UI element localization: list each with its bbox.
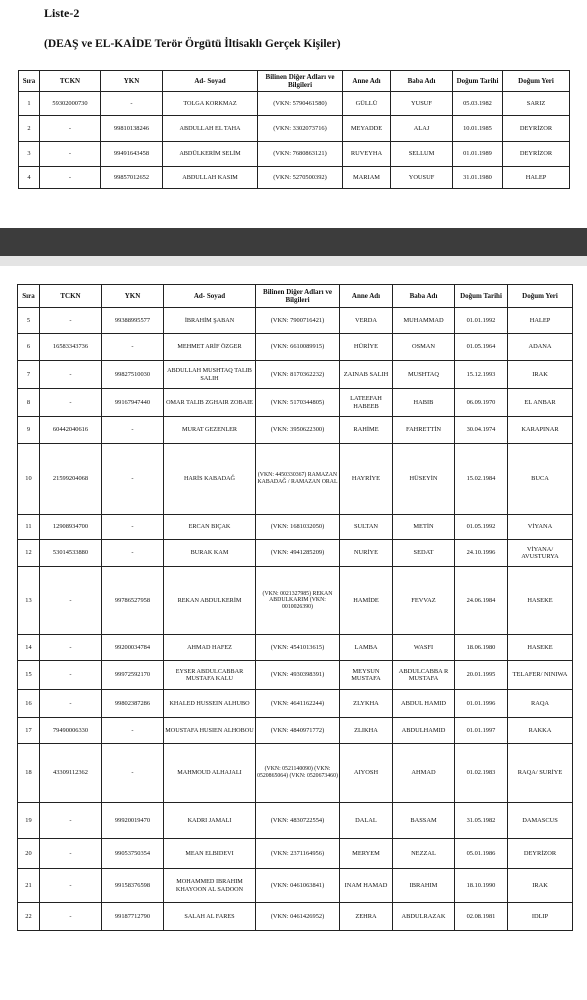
cell-ykn: - [101, 92, 163, 116]
cell-diger-adlari: (VKN: 6610089915) [256, 334, 340, 361]
cell-sira: 4 [19, 167, 40, 189]
cell-diger-adlari: (VKN: 7900716421) [256, 308, 340, 334]
cell-diger-adlari: (VKN: 5270500392) [258, 167, 343, 189]
table-row [18, 661, 573, 690]
cell-baba-adi: OSMAN [393, 334, 455, 361]
cell-sira: 17 [18, 718, 40, 744]
cell-baba-adi: MUHAMMAD [393, 308, 455, 334]
cell-ykn: - [102, 744, 164, 803]
cell-diger-adlari: (VKN: 4450330367) RAMAZAN KABADAĞ / RAMAZAN ORAL [256, 444, 340, 515]
cell-dogum-yeri: HASEKE [508, 567, 573, 635]
cell-baba-adi: SELLUM [391, 142, 453, 167]
table-header [19, 71, 570, 92]
cell-dogum-yeri: IRAK [508, 869, 573, 903]
cell-dogum-tarihi: 18.10.1990 [455, 869, 508, 903]
cell-tckn: - [40, 803, 102, 839]
cell-dogum-yeri: IDLIP [508, 903, 573, 931]
cell-baba-adi: ABDULHAMID [393, 718, 455, 744]
table-row [19, 116, 570, 142]
cell-anne-adi: MEYADDE [343, 116, 391, 142]
cell-sira: 22 [18, 903, 40, 931]
cell-baba-adi: YOUSUF [391, 167, 453, 189]
cell-anne-adi: HAYRİYE [340, 444, 393, 515]
cell-baba-adi: HABIB [393, 389, 455, 417]
cell-dogum-tarihi: 01.05.1964 [455, 334, 508, 361]
table-row [19, 167, 570, 189]
cell-ad-soyad: MURAT GEZENLER [164, 417, 256, 444]
cell-diger-adlari: (VKN: 4830722554) [256, 803, 340, 839]
table-row [18, 690, 573, 718]
cell-anne-adi: HÜRİYE [340, 334, 393, 361]
cell-tckn: 16583343736 [40, 334, 102, 361]
cell-ad-soyad: KHALED HUSSEIN ALHUBO [164, 690, 256, 718]
cell-dogum-tarihi: 10.01.1985 [453, 116, 503, 142]
cell-tckn: 60442040616 [40, 417, 102, 444]
cell-dogum-yeri: ADANA [508, 334, 573, 361]
cell-ykn: 99388995577 [102, 308, 164, 334]
cell-dogum-tarihi: 02.08.1981 [455, 903, 508, 931]
table-row [18, 635, 573, 661]
cell-baba-adi: BASSAM [393, 803, 455, 839]
cell-dogum-yeri: RAQA/ SURİYE [508, 744, 573, 803]
cell-dogum-tarihi: 20.01.1995 [455, 661, 508, 690]
cell-sira: 16 [18, 690, 40, 718]
cell-dogum-tarihi: 15.02.1984 [455, 444, 508, 515]
cell-ad-soyad: TOLGA KORKMAZ [163, 92, 258, 116]
cell-ad-soyad: ABDULLAH EL TAHA [163, 116, 258, 142]
cell-anne-adi: DALAL [340, 803, 393, 839]
cell-ad-soyad: HARİS KABADAĞ [164, 444, 256, 515]
cell-ad-soyad: AHMAD HAFEZ [164, 635, 256, 661]
cell-tckn: - [40, 635, 102, 661]
cell-anne-adi: LAMBA [340, 635, 393, 661]
cell-ykn: 99786527958 [102, 567, 164, 635]
cell-ykn: - [102, 417, 164, 444]
cell-tckn: 21599204068 [40, 444, 102, 515]
cell-sira: 10 [18, 444, 40, 515]
cell-sira: 21 [18, 869, 40, 903]
col-header-tckn: TCKN [40, 71, 101, 92]
table-row [18, 839, 573, 869]
cell-dogum-tarihi: 15.12.1993 [455, 361, 508, 389]
cell-baba-adi: ALAJ [391, 116, 453, 142]
cell-ykn: 99167947440 [102, 389, 164, 417]
cell-dogum-yeri: RAQA [508, 690, 573, 718]
cell-baba-adi: FAHRETTİN [393, 417, 455, 444]
cell-tckn: 12908934700 [40, 515, 102, 540]
cell-ad-soyad: MAHMOUD ALHAJALI [164, 744, 256, 803]
cell-diger-adlari: (VKN: 3950622300) [256, 417, 340, 444]
table-row [18, 334, 573, 361]
cell-ad-soyad: MEHMET ARİF ÖZGER [164, 334, 256, 361]
cell-tckn: - [40, 903, 102, 931]
table-row [18, 417, 573, 444]
cell-anne-adi: MEYSUN MUSTAFA [340, 661, 393, 690]
cell-baba-adi: FEVVAZ [393, 567, 455, 635]
cell-sira: 3 [19, 142, 40, 167]
cell-ykn: 99827510030 [102, 361, 164, 389]
cell-diger-adlari: (VKN: 2371164956) [256, 839, 340, 869]
col-header-dogum-tarihi: Doğum Tarihi [455, 285, 508, 308]
cell-ad-soyad: ABDÜLKERİM SELİM [163, 142, 258, 167]
list-title: Liste-2 [44, 6, 80, 20]
cell-dogum-tarihi: 30.04.1974 [455, 417, 508, 444]
cell-dogum-tarihi: 05.01.1986 [455, 839, 508, 869]
cell-baba-adi: MUSHTAQ [393, 361, 455, 389]
cell-sira: 14 [18, 635, 40, 661]
cell-anne-adi: GÜLLÜ [343, 92, 391, 116]
cell-sira: 2 [19, 116, 40, 142]
table-row [18, 567, 573, 635]
cell-diger-adlari: (VKN: 8170362232) [256, 361, 340, 389]
cell-tckn: - [40, 567, 102, 635]
header-row [18, 285, 573, 308]
cell-dogum-tarihi: 31.05.1982 [455, 803, 508, 839]
cell-ad-soyad: BURAK KAM [164, 540, 256, 567]
cell-tckn: - [40, 308, 102, 334]
cell-baba-adi: SEDAT [393, 540, 455, 567]
cell-dogum-tarihi: 24.10.1996 [455, 540, 508, 567]
cell-dogum-yeri: DAMASCUS [508, 803, 573, 839]
cell-ykn: 99053750354 [102, 839, 164, 869]
cell-ad-soyad: OMAR TALIB ZGHAIR ZOBAIE [164, 389, 256, 417]
cell-tckn: - [40, 869, 102, 903]
cell-sira: 13 [18, 567, 40, 635]
cell-ad-soyad: KADRI JAMALI [164, 803, 256, 839]
table-row [19, 142, 570, 167]
col-header-anne-adi: Anne Adı [340, 285, 393, 308]
cell-ad-soyad: ABDULLAH MUSHTAQ TALIB SALIH [164, 361, 256, 389]
cell-tckn: - [40, 389, 102, 417]
cell-ad-soyad: MEAN ELBIDEVI [164, 839, 256, 869]
page-gap [0, 256, 587, 266]
cell-dogum-yeri: EL ANBAR [508, 389, 573, 417]
table-row [19, 92, 570, 116]
cell-anne-adi: VERDA [340, 308, 393, 334]
cell-diger-adlari: (VKN: 3302073716) [258, 116, 343, 142]
cell-ad-soyad: EYSER ABDULCABBAR MUSTAFA KALU [164, 661, 256, 690]
cell-diger-adlari: (VKN: 5170344805) [256, 389, 340, 417]
cell-anne-adi: RAHİME [340, 417, 393, 444]
cell-anne-adi: NURİYE [340, 540, 393, 567]
cell-baba-adi: ABDULRAZAK [393, 903, 455, 931]
cell-baba-adi: ABDULCABBA R MUSTAFA [393, 661, 455, 690]
cell-tckn: 53014533880 [40, 540, 102, 567]
cell-diger-adlari: (VKN: 0461063841) [256, 869, 340, 903]
table-row [18, 444, 573, 515]
cell-ykn: - [102, 540, 164, 567]
cell-dogum-tarihi: 01.01.1992 [455, 308, 508, 334]
cell-sira: 20 [18, 839, 40, 869]
cell-ad-soyad: SALAH AL FARES [164, 903, 256, 931]
table-row [18, 389, 573, 417]
table-row [18, 869, 573, 903]
sanctions-table-bottom [17, 284, 573, 931]
col-header-baba-adi: Baba Adı [393, 285, 455, 308]
cell-diger-adlari: (VKN: 5790461580) [258, 92, 343, 116]
document-subtitle: (DEAŞ ve EL-KAİDE Terör Örgütü İltisaklı Gerçek Kişiler) [44, 38, 341, 50]
cell-dogum-tarihi: 05.03.1982 [453, 92, 503, 116]
cell-ykn: 99802387286 [102, 690, 164, 718]
cell-sira: 7 [18, 361, 40, 389]
cell-dogum-tarihi: 01.02.1983 [455, 744, 508, 803]
cell-dogum-tarihi: 01.01.1996 [455, 690, 508, 718]
table-row [18, 361, 573, 389]
table-row [18, 515, 573, 540]
cell-dogum-yeri: VİYANA/ AVUSTURYA [508, 540, 573, 567]
cell-anne-adi: ZLIKHA [340, 718, 393, 744]
cell-ykn: - [102, 718, 164, 744]
cell-ykn: 99491643458 [101, 142, 163, 167]
table-row [18, 540, 573, 567]
cell-sira: 11 [18, 515, 40, 540]
cell-dogum-tarihi: 06.09.1970 [455, 389, 508, 417]
cell-sira: 18 [18, 744, 40, 803]
cell-diger-adlari: (VKN: 1681032050) [256, 515, 340, 540]
cell-ad-soyad: MOUSTAFA HUSIEN ALHOBOU [164, 718, 256, 744]
cell-diger-adlari: (VKN: 0021327985) REKAN ABDULKARIM (VKN: 0010026390) [256, 567, 340, 635]
cell-dogum-yeri: DEYRİZOR [503, 116, 570, 142]
cell-ykn: 99187712790 [102, 903, 164, 931]
cell-anne-adi: RUVEYHA [343, 142, 391, 167]
col-header-tckn: TCKN [40, 285, 102, 308]
cell-anne-adi: SULTAN [340, 515, 393, 540]
table-row [18, 718, 573, 744]
col-header-dogum-tarihi: Doğum Tarihi [453, 71, 503, 92]
cell-tckn: 79490006330 [40, 718, 102, 744]
cell-anne-adi: MARIAM [343, 167, 391, 189]
cell-ad-soyad: MOHAMMED IBRAHIM KHAYOON AL SADOON [164, 869, 256, 903]
cell-ykn: - [102, 334, 164, 361]
cell-dogum-yeri: SARIZ [503, 92, 570, 116]
table-row [18, 308, 573, 334]
cell-dogum-yeri: KARAPINAR [508, 417, 573, 444]
col-header-sira: Sıra [19, 71, 40, 92]
cell-tckn: - [40, 167, 101, 189]
cell-dogum-tarihi: 01.01.1997 [455, 718, 508, 744]
cell-anne-adi: ZEHRA [340, 903, 393, 931]
cell-sira: 19 [18, 803, 40, 839]
cell-diger-adlari: (VKN: 4941285209) [256, 540, 340, 567]
cell-dogum-tarihi: 24.06.1984 [455, 567, 508, 635]
cell-dogum-tarihi: 01.05.1992 [455, 515, 508, 540]
cell-dogum-yeri: DEYRİZOR [508, 839, 573, 869]
cell-sira: 8 [18, 389, 40, 417]
cell-dogum-yeri: IRAK [508, 361, 573, 389]
cell-dogum-yeri: HALEP [508, 308, 573, 334]
cell-diger-adlari: (VKN: 4541013615) [256, 635, 340, 661]
cell-baba-adi: METİN [393, 515, 455, 540]
cell-sira: 15 [18, 661, 40, 690]
cell-ad-soyad: İBRAHİM ŞABAN [164, 308, 256, 334]
cell-dogum-yeri: VİYANA [508, 515, 573, 540]
cell-diger-adlari: (VKN: 7680863121) [258, 142, 343, 167]
cell-tckn: - [40, 116, 101, 142]
page-separator [0, 228, 587, 256]
table-row [18, 903, 573, 931]
cell-anne-adi: LATEEFAH HABEEB [340, 389, 393, 417]
cell-anne-adi: AIYOSH [340, 744, 393, 803]
col-header-anne-adi: Anne Adı [343, 71, 391, 92]
cell-dogum-tarihi: 18.06.1980 [455, 635, 508, 661]
cell-dogum-yeri: TELAFER/ NINIWA [508, 661, 573, 690]
col-header-ykn: YKN [102, 285, 164, 308]
cell-baba-adi: IBRAHIM [393, 869, 455, 903]
cell-tckn: - [40, 690, 102, 718]
cell-dogum-tarihi: 01.01.1989 [453, 142, 503, 167]
cell-baba-adi: NEZZAL [393, 839, 455, 869]
col-header-dogum-yeri: Doğum Yeri [508, 285, 573, 308]
cell-anne-adi: HAMİDE [340, 567, 393, 635]
cell-ykn: 99972592170 [102, 661, 164, 690]
cell-ykn: 99810138246 [101, 116, 163, 142]
col-header-dogum-yeri: Doğum Yeri [503, 71, 570, 92]
cell-dogum-yeri: HASEKE [508, 635, 573, 661]
sanctions-table-top [18, 70, 570, 189]
cell-dogum-yeri: RAKKA [508, 718, 573, 744]
cell-ad-soyad: ERCAN BIÇAK [164, 515, 256, 540]
cell-tckn: 43309112362 [40, 744, 102, 803]
cell-ykn: - [102, 444, 164, 515]
header-row [19, 71, 570, 92]
cell-baba-adi: ABDUL HAMID [393, 690, 455, 718]
col-header-ad-soyad: Ad- Soyad [164, 285, 256, 308]
cell-dogum-yeri: BUCA [508, 444, 573, 515]
cell-anne-adi: INAM HAMAD [340, 869, 393, 903]
cell-sira: 5 [18, 308, 40, 334]
cell-sira: 1 [19, 92, 40, 116]
cell-anne-adi: ZLYKHA [340, 690, 393, 718]
cell-tckn: - [40, 839, 102, 869]
cell-tckn: 59302000730 [40, 92, 101, 116]
table-row [18, 744, 573, 803]
cell-baba-adi: WASFI [393, 635, 455, 661]
cell-ykn: 99857012652 [101, 167, 163, 189]
cell-tckn: - [40, 661, 102, 690]
cell-diger-adlari: (VKN: 4641162244) [256, 690, 340, 718]
cell-tckn: - [40, 142, 101, 167]
cell-sira: 6 [18, 334, 40, 361]
table-row [18, 803, 573, 839]
cell-tckn: - [40, 361, 102, 389]
cell-ad-soyad: REKAN ABDULKERİM [164, 567, 256, 635]
col-header-sira: Sıra [18, 285, 40, 308]
col-header-ad-soyad: Ad- Soyad [163, 71, 258, 92]
table-body [19, 92, 570, 189]
cell-sira: 9 [18, 417, 40, 444]
cell-dogum-tarihi: 31.01.1980 [453, 167, 503, 189]
col-header-diger-adlari: Bilinen Diğer Adları ve Bilgileri [256, 285, 340, 308]
cell-baba-adi: YUSUF [391, 92, 453, 116]
table-body [18, 308, 573, 931]
cell-ykn: 99158376598 [102, 869, 164, 903]
table-header [18, 285, 573, 308]
cell-diger-adlari: (VKN: 0521140090) (VKN: 0520865064) (VKN: 0520673460) [256, 744, 340, 803]
cell-baba-adi: AHMAD [393, 744, 455, 803]
cell-ykn: 99920019470 [102, 803, 164, 839]
cell-diger-adlari: (VKN: 0461426952) [256, 903, 340, 931]
cell-diger-adlari: (VKN: 4930398391) [256, 661, 340, 690]
cell-anne-adi: ZAINAB SALIH [340, 361, 393, 389]
cell-dogum-yeri: DEYRİZOR [503, 142, 570, 167]
cell-diger-adlari: (VKN: 4840971772) [256, 718, 340, 744]
col-header-ykn: YKN [101, 71, 163, 92]
cell-ad-soyad: ABDULLAH KASIM [163, 167, 258, 189]
cell-baba-adi: HÜSEYİN [393, 444, 455, 515]
col-header-diger-adlari: Bilinen Diğer Adları ve Bilgileri [258, 71, 343, 92]
cell-anne-adi: MERYEM [340, 839, 393, 869]
cell-sira: 12 [18, 540, 40, 567]
cell-ykn: - [102, 515, 164, 540]
cell-ykn: 99200034784 [102, 635, 164, 661]
cell-dogum-yeri: HALEP [503, 167, 570, 189]
col-header-baba-adi: Baba Adı [391, 71, 453, 92]
